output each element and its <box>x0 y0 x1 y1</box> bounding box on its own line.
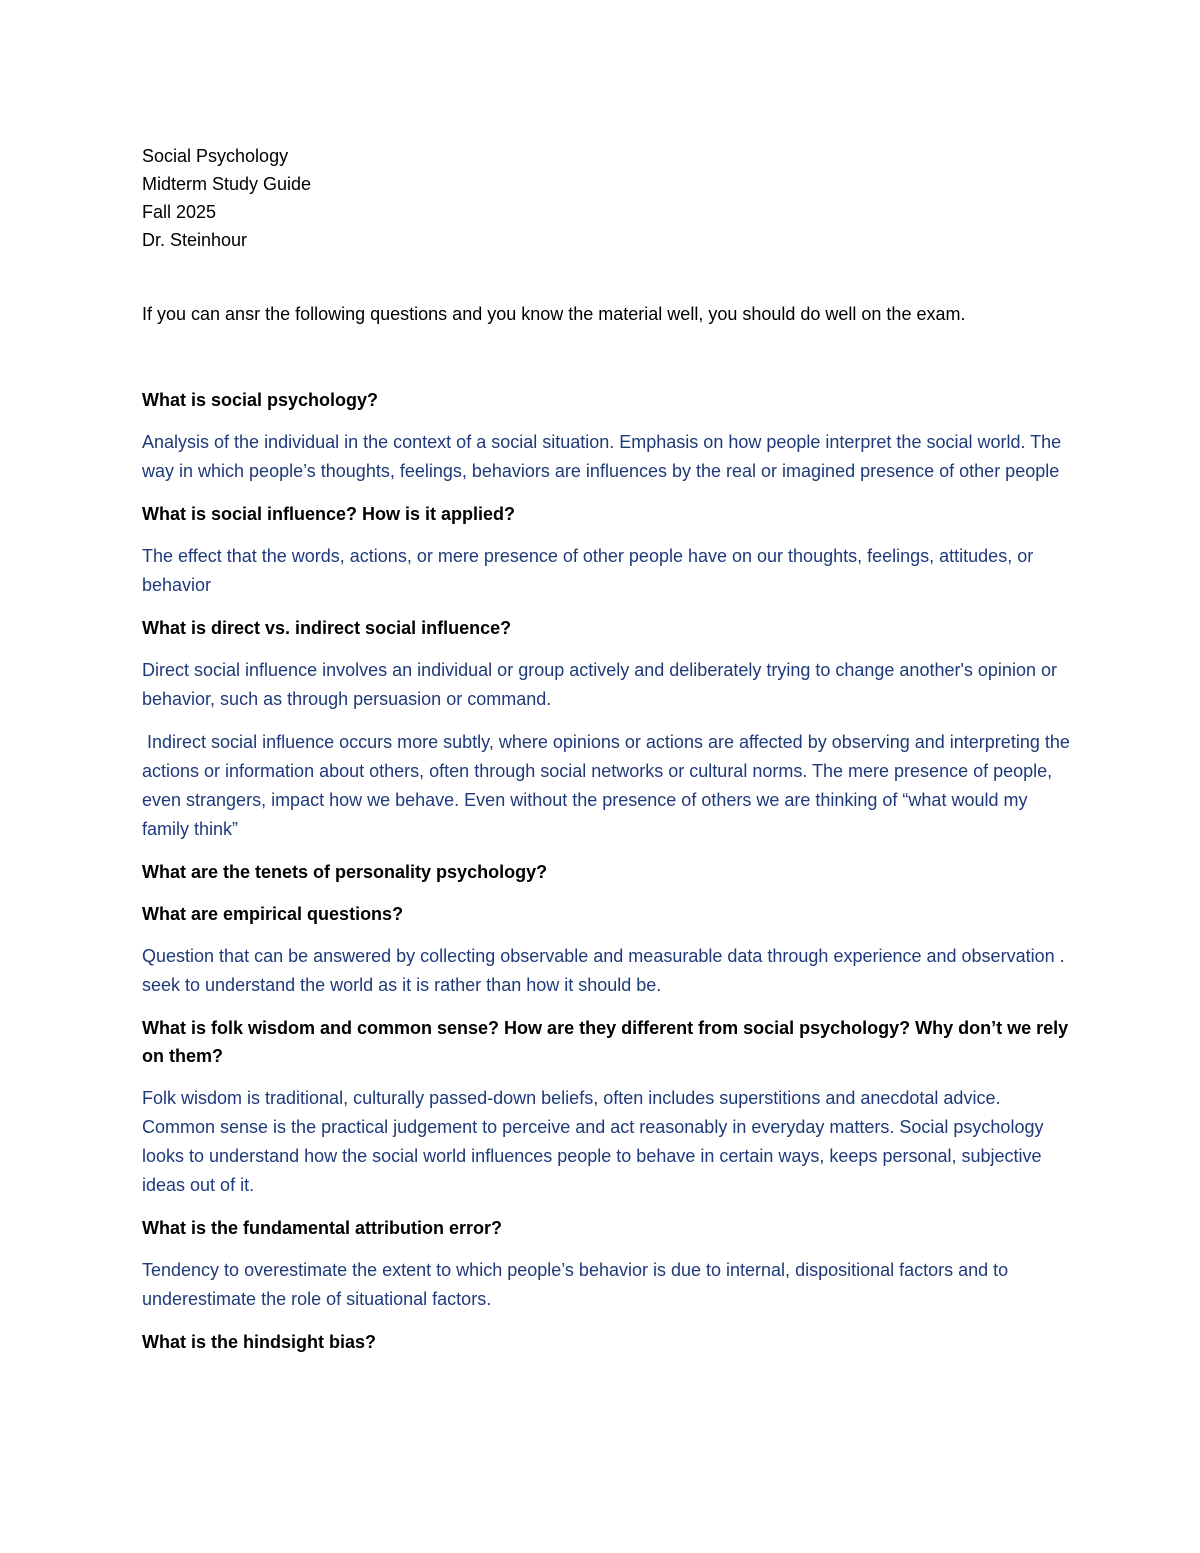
document-page <box>142 142 1075 1370</box>
question-heading: What is folk wisdom and common sense? How are they different from social psychology? Why don’t we rely on them? <box>142 1018 1069 1066</box>
question-block <box>142 1328 1072 1356</box>
answer-paragraph: Analysis of the individual in the context of a social situation. Emphasis on how people interpret the social world. The way in which people’s thoughts, feelings, behaviors are influences by the real or imagined presence of other people <box>142 432 1067 481</box>
question-heading: What is social psychology? <box>142 390 379 410</box>
intro-paragraph: If you can ansr the following questions and you know the material well, you should do well on the exam. <box>142 304 966 324</box>
answer-paragraph: Direct social influence involves an individual or group actively and deliberately trying to change another's opinion or behavior, such as through persuasion or command. <box>142 660 1062 709</box>
document-header <box>142 142 1072 254</box>
instructor-name: Dr. Steinhour <box>142 230 248 250</box>
question-heading: What is direct vs. indirect social influence? <box>142 618 512 638</box>
answer-paragraph: Tendency to overestimate the extent to which people’s behavior is due to internal, dispositional factors and to underestimate the role of situational factors. <box>142 1260 1014 1309</box>
question-block <box>142 1014 1072 1200</box>
question-block <box>142 900 1072 1000</box>
question-block <box>142 858 1072 886</box>
question-list <box>142 386 1075 1356</box>
document-title: Midterm Study Guide <box>142 174 312 194</box>
question-heading: What are empirical questions? <box>142 904 404 924</box>
answer-paragraph: Folk wisdom is traditional, culturally passed-down beliefs, often includes superstitions and anecdotal advice. Common sense is the practical judgement to perceive and act reasonably in everyday matters. Social psychology looks to understand how the social world influences people to behave in certain ways, keeps personal, subjective ideas out of it. <box>142 1088 1049 1195</box>
question-heading: What is social influence? How is it applied? <box>142 504 516 524</box>
answer-paragraph: Indirect social influence occurs more subtly, where opinions or actions are affected by observing and interpreting the actions or information about others, often through social networks or cultural norms. The mere presence of people, even strangers, impact how we behave. Even without the presence of others we are thinking of “what would my family think” <box>142 732 1075 839</box>
course-name: Social Psychology <box>142 146 289 166</box>
question-heading: What are the tenets of personality psychology? <box>142 862 548 882</box>
question-block <box>142 614 1075 844</box>
question-heading: What is the hindsight bias? <box>142 1332 376 1352</box>
question-block <box>142 500 1072 600</box>
term: Fall 2025 <box>142 202 217 222</box>
answer-paragraph: Question that can be answered by collecting observable and measurable data through experience and observation . seek to understand the world as it is rather than how it should be. <box>142 946 1070 995</box>
question-block <box>142 1214 1072 1314</box>
answer-paragraph: The effect that the words, actions, or mere presence of other people have on our thoughts, feelings, attitudes, or behavior <box>142 546 1039 595</box>
question-heading: What is the fundamental attribution error? <box>142 1218 503 1238</box>
question-block <box>142 386 1072 486</box>
